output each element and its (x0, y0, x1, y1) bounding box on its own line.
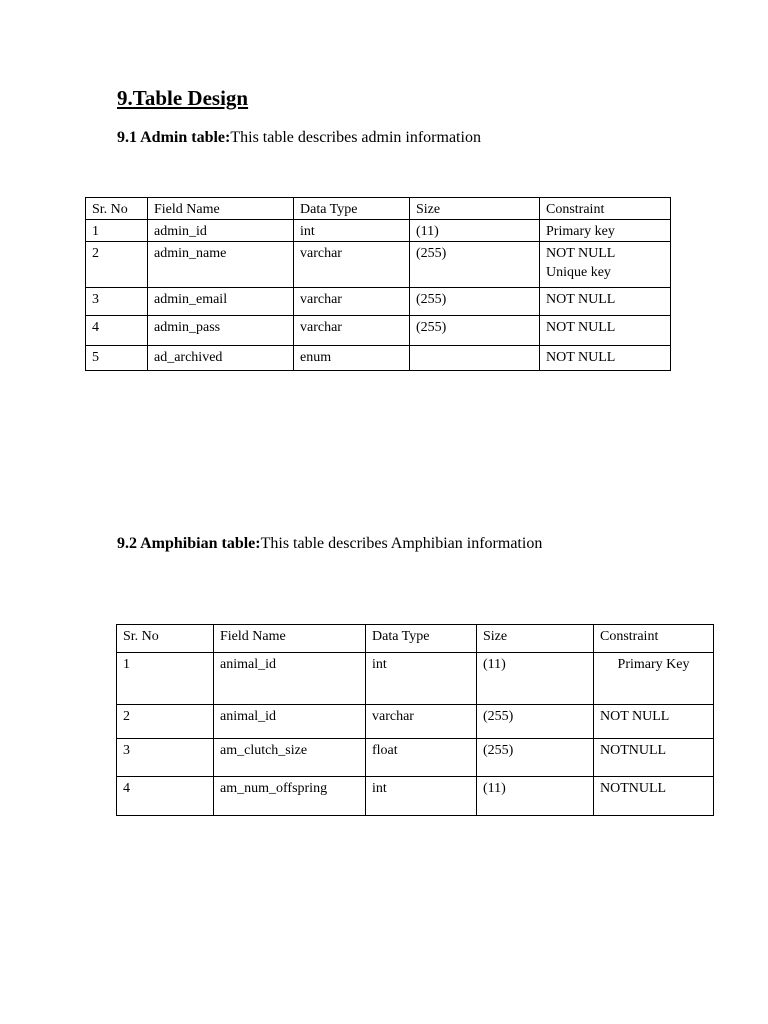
amphibian-table (116, 624, 714, 816)
cell-data-type: int (366, 653, 477, 705)
cell-data-type: varchar (294, 242, 410, 288)
header-cell: Data Type (294, 198, 410, 220)
cell-field-name: admin_id (148, 220, 294, 242)
cell-field-name: admin_name (148, 242, 294, 288)
table-header-row (86, 198, 671, 220)
cell-size: (11) (477, 653, 594, 705)
table-row (86, 316, 671, 346)
header-cell: Data Type (366, 625, 477, 653)
cell-field-name: admin_email (148, 288, 294, 316)
table-row (117, 739, 714, 777)
amphibian-section-description: This table describes Amphibian information (260, 535, 543, 552)
cell-sr-no: 1 (86, 220, 148, 242)
table-row (86, 220, 671, 242)
cell-sr-no: 4 (117, 777, 214, 816)
header-cell: Field Name (214, 625, 366, 653)
header-cell: Field Name (148, 198, 294, 220)
cell-data-type: varchar (294, 288, 410, 316)
amphibian-section-label: 9.2 Amphibian table: (117, 535, 261, 552)
cell-data-type: varchar (294, 316, 410, 346)
cell-field-name: animal_id (214, 705, 366, 739)
admin-section-heading (117, 129, 481, 147)
cell-constraint: NOT NULL (540, 346, 671, 371)
cell-sr-no: 4 (86, 316, 148, 346)
cell-size: (255) (410, 242, 540, 288)
cell-size: (255) (477, 739, 594, 777)
cell-sr-no: 2 (117, 705, 214, 739)
header-cell: Size (477, 625, 594, 653)
cell-data-type: int (294, 220, 410, 242)
header-cell: Constraint (594, 625, 714, 653)
cell-field-name: admin_pass (148, 316, 294, 346)
cell-field-name: am_num_offspring (214, 777, 366, 816)
header-cell: Size (410, 198, 540, 220)
table-row (86, 242, 671, 288)
cell-field-name: am_clutch_size (214, 739, 366, 777)
cell-sr-no: 3 (117, 739, 214, 777)
page-title: 9.Table Design (117, 86, 249, 110)
cell-constraint: NOTNULL (594, 777, 714, 816)
header-cell: Sr. No (86, 198, 148, 220)
table-row (86, 346, 671, 371)
cell-constraint: NOT NULL (540, 288, 671, 316)
table-row (117, 653, 714, 705)
cell-constraint: Primary Key (594, 653, 714, 705)
cell-size (410, 346, 540, 371)
cell-sr-no: 5 (86, 346, 148, 371)
table-header-row (117, 625, 714, 653)
header-cell: Sr. No (117, 625, 214, 653)
cell-sr-no: 2 (86, 242, 148, 288)
cell-sr-no: 1 (117, 653, 214, 705)
cell-size: (11) (477, 777, 594, 816)
admin-section-description: This table describes admin information (230, 129, 481, 146)
admin-section-label: 9.1 Admin table: (117, 129, 231, 146)
amphibian-section-heading (117, 535, 542, 553)
cell-size: (255) (410, 316, 540, 346)
cell-data-type: int (366, 777, 477, 816)
cell-data-type: enum (294, 346, 410, 371)
cell-data-type: varchar (366, 705, 477, 739)
cell-size: (255) (410, 288, 540, 316)
cell-sr-no: 3 (86, 288, 148, 316)
table-row (117, 777, 714, 816)
cell-size: (11) (410, 220, 540, 242)
cell-constraint: NOT NULL (540, 316, 671, 346)
cell-size: (255) (477, 705, 594, 739)
cell-data-type: float (366, 739, 477, 777)
constraint-line: Unique key (546, 265, 611, 280)
table-row (86, 288, 671, 316)
constraint-line: NOT NULL (546, 246, 616, 261)
admin-table (85, 197, 671, 371)
cell-constraint: NOTNULL (594, 739, 714, 777)
header-cell: Constraint (540, 198, 671, 220)
cell-constraint: NOT NULL (594, 705, 714, 739)
cell-field-name: ad_archived (148, 346, 294, 371)
cell-constraint (540, 242, 671, 288)
table-row (117, 705, 714, 739)
cell-field-name: animal_id (214, 653, 366, 705)
cell-constraint: Primary key (540, 220, 671, 242)
